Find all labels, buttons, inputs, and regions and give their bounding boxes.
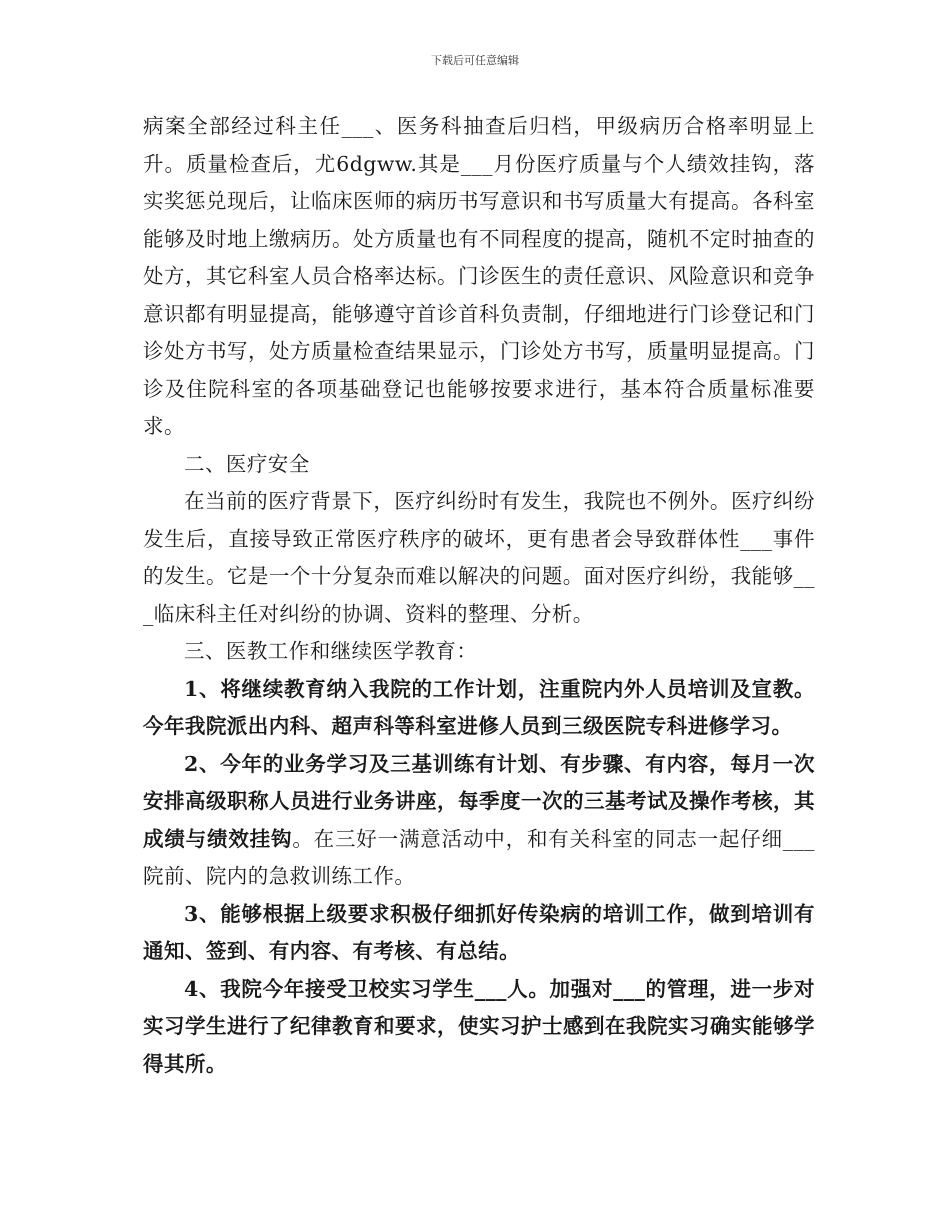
list-item-infectious-disease-training: 3、能够根据上级要求积极仔细抓好传染病的培训工作，做到培训有通知、签到、有内容、有考核、有总结。 [143, 901, 815, 963]
page-header: 下载后可任意编辑 [431, 54, 519, 67]
list-item-continuing-education: 1、将继续教育纳入我院的工作计划，注重院内外人员培训及宣教。今年我院派出内科、超声科等科室进修人员到三级医院专科进修学习。 [143, 676, 815, 738]
list-item-business-study [143, 746, 815, 896]
list-item-business-study-rest: 。在三好一满意活动中，和有关科室的同志一起仔细___院前、院内的急救训练工作。 [143, 826, 815, 888]
paragraph-medical-safety: 在当前的医疗背景下，医疗纠纷时有发生，我院也不例外。医疗纠纷发生后，直接导致正常医疗秩序的破坏，更有患者会导致群体性___事件的发生。它是一个十分复杂而难以解决的问题。面对医疗纠纷，我能够___临床科主任对纠纷的协调、资料的整理、分析。 [143, 489, 815, 626]
list-item-intern-students: 4、我院今年接受卫校实习学生___人。加强对___的管理，进一步对实习学生进行了纪律教育和要求，使实习护士感到在我院实习确实能够学得其所。 [143, 976, 815, 1076]
section-heading-medical-education: 三、医教工作和继续医学教育： [184, 639, 478, 663]
section-heading-medical-safety: 二、医疗安全 [184, 451, 310, 476]
list-item-business-study-bold: 2、今年的业务学习及三基训练有计划、有步骤、有内容，每月一次安排高级职称人员进行业务讲座，每季度一次的三基考试及操作考核，其成绩与绩效挂钩 [143, 751, 815, 851]
document-body [143, 108, 815, 1083]
paragraph-medical-records: 病案全部经过科主任___、医务科抽查后归档，甲级病历合格率明显上升。质量检查后，尤6dgww.其是___月份医疗质量与个人绩效挂钩，落实奖惩兑现后，让临床医师的病历书写意识和书写质量大有提高。各科室能够及时地上缴病历。处方质量也有不同程度的提高，随机不定时抽查的处方，其它科室人员合格率达标。门诊医生的责任意识、风险意识和竞争意识都有明显提高，能够遵守首诊首科负责制，仔细地进行门诊登记和门诊处方书写，处方质量检查结果显示，门诊处方书写，质量明显提高。门诊及住院科室的各项基础登记也能够按要求进行，基本符合质量标准要求。 [143, 114, 815, 438]
